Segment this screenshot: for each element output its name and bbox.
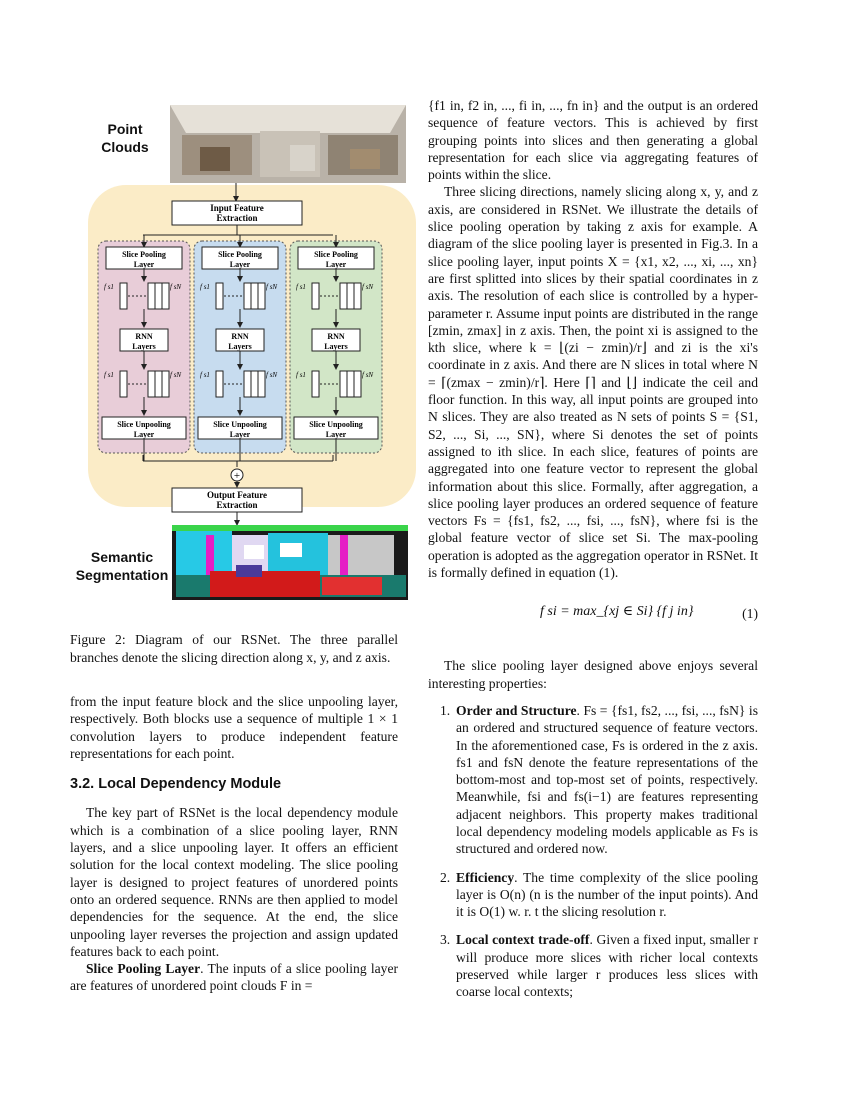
feature-seq-in-f1 bbox=[216, 283, 223, 309]
rnn-box-label: RNN bbox=[135, 332, 153, 341]
point-cloud-image bbox=[170, 105, 406, 183]
feature-seq-in-fn bbox=[148, 283, 155, 309]
feature-seq-out-fn bbox=[354, 371, 361, 397]
slice-unpooling-box-label: Layer bbox=[133, 430, 155, 439]
feature-seq-out-f1 bbox=[312, 371, 319, 397]
left-paragraph-1: from the input feature block and the slice unpooling layer, respectively. Both blocks use a sequence of multiple 1 × 1 convolution layers to produce independent feature representations for each point. bbox=[70, 694, 398, 761]
feature-seq-in-fs1-label: f s1 bbox=[296, 283, 306, 291]
feature-seq-in-f1 bbox=[120, 283, 127, 309]
left-column bbox=[70, 693, 398, 995]
slice-pooling-box-label: Slice Pooling bbox=[314, 250, 358, 259]
feature-seq-in-fn bbox=[251, 283, 258, 309]
feature-seq-out-f1 bbox=[120, 371, 127, 397]
rnn-box-label: Layers bbox=[228, 342, 252, 351]
rnn-box-label: Layers bbox=[132, 342, 156, 351]
section-heading: 3.2. Local Dependency Module bbox=[70, 776, 282, 793]
list-item: 1. Order and Structure. Fs = {fs1, fs2, ..., fsi, ..., fsN} is an ordered and structured sequence of feature vectors. In the aforementioned case, Fs is ordered in the z axis. fs1 and fsN denote the feature representations of the bottom-most and top-most set of points, respectively. Meanwhile, fsi and fs(i−1) are features representing adjacent neighbors. This property makes traditional local dependency modeling models applicable as Fs is structured and ordered now. bbox=[440, 702, 758, 857]
feature-seq-out-f1 bbox=[216, 371, 223, 397]
svg-text:Extraction: Extraction bbox=[216, 500, 258, 510]
svg-text:Output Feature: Output Feature bbox=[206, 490, 268, 500]
feature-seq-out-fs1-label: f s1 bbox=[104, 371, 114, 379]
feature-seq-out-fn bbox=[155, 371, 162, 397]
segmentation-image bbox=[172, 525, 408, 600]
slice-unpooling-box-label: Slice Unpooling bbox=[309, 420, 363, 429]
feature-seq-out-fsN-label: f sN bbox=[362, 371, 374, 379]
input-feature-box bbox=[172, 201, 302, 225]
slice-unpooling-box-label: Slice Unpooling bbox=[117, 420, 171, 429]
rnn-box-label: RNN bbox=[231, 332, 249, 341]
list-text: Fs = {fs1, fs2, ..., fsi, ..., fsN} is an ordered and structured sequence of feature vectors. In the aforementioned case, Fs is ordered in the z axis. fs1 and fsN denote the feature representations of the bottom-most and top-most set of points, respectively. Meanwhile, fsi and fs(i−1) are features representing adjacent neighbors. This property makes traditional local dependency modeling models applicable as Fs is structured and ordered now. bbox=[456, 702, 758, 857]
caption-text: Figure 2: Diagram of our RSNet. The three parallel branches denote the slicing direction along x, y, and z axis. bbox=[70, 632, 398, 665]
branch-contents bbox=[102, 235, 378, 461]
slice-unpooling-box-label: Layer bbox=[325, 430, 347, 439]
feature-seq-in-fsN-label: f sN bbox=[362, 283, 374, 291]
feature-seq-in-fn bbox=[155, 283, 162, 309]
slice-pooling-lead: Slice Pooling Layer bbox=[86, 961, 201, 977]
feature-seq-out-fn bbox=[340, 371, 347, 397]
equation-1 bbox=[428, 601, 758, 643]
right-paragraph-2: Three slicing directions, namely slicing along x, y, and z axis, are considered in RSNet. We illustrate the details of slice pooling operation by taking z axis for example. A diagram of the slice pooling layer is presented in Fig.3. In a slice pooling layer, input points X = {x1, x2, ..., xi, ..., xn} are first splitted into slices by their spatial coordinates in z axis. The resolution of each slice is controlled by a hyper-parameter r. Assume input points are distributed in the range [zmin, zmax] in z axis. Then, the point xi is assigned to the kth slice, where k = ⌊(zi − zmin)/r⌋ and zi is the xi's coordinate in z axis. And there are N slices in total where N = ⌈(zmax − zmin)/r⌉. Here ⌈⌉ and ⌊⌋ indicate the ceil and floor function. In this way, all input points are grouped into N slices. They are also treated as N sets of points S = {S1, S2, ..., Si, ..., SN}, where Si denotes the set of points assigned to ith slice. In each slice, features of points are aggregated into one feature vector to represent the global information about this slice. Formally, after aggregation, a slice pooling layer produces an ordered sequence of feature vectors Fs = {fs1, fs2, ..., fsi, ..., fsN}, where fsi is the global feature vector of slice set Si. The max-pooling operation is adopted as the aggregation operator in RSNet. It is formally defined in equation (1). bbox=[428, 184, 758, 581]
feature-seq-in-fn bbox=[340, 283, 347, 309]
slice-pooling-box-label: Slice Pooling bbox=[122, 250, 166, 259]
feature-seq-in-fn bbox=[258, 283, 265, 309]
plus-sign: + bbox=[233, 470, 241, 482]
list-item: 2. Efficiency. The time complexity of the slice pooling layer is O(n) (n is the number of the input points). And it is O(1) w. r. t the slicing resolution r. bbox=[440, 869, 758, 920]
feature-seq-out-fs1-label: f s1 bbox=[296, 371, 306, 379]
list-title: Efficiency bbox=[456, 869, 515, 885]
list-number: 2. bbox=[440, 869, 451, 885]
list-text: Given a fixed input, smaller r will produce more slices with richer local contexts preserved while larger r produces less slices with coarse local contexts; bbox=[456, 932, 759, 1000]
feature-seq-in-fsN-label: f sN bbox=[170, 283, 182, 291]
svg-text:Extraction: Extraction bbox=[216, 213, 258, 223]
list-item: 3. Local context trade-off. Given a fixed input, smaller r will produce more slices with richer local contexts preserved while larger r produces less slices with coarse local contexts; bbox=[440, 932, 759, 1000]
list-title: Local context trade-off bbox=[456, 932, 590, 948]
feature-seq-out-fs1-label: f s1 bbox=[200, 371, 210, 379]
feature-seq-out-fsN-label: f sN bbox=[170, 371, 182, 379]
rsnet-diagram bbox=[60, 95, 420, 605]
input-label-text: Point Clouds bbox=[101, 121, 149, 155]
properties-list bbox=[428, 702, 758, 1001]
feature-seq-in-fs1-label: f s1 bbox=[104, 283, 114, 291]
feature-seq-out-fn bbox=[162, 371, 169, 397]
right-paragraph-3: The slice pooling layer designed above enjoys several interesting properties: bbox=[428, 658, 758, 691]
feature-seq-out-fn bbox=[244, 371, 251, 397]
rnn-box-label: Layers bbox=[324, 342, 348, 351]
feature-seq-in-fs1-label: f s1 bbox=[200, 283, 210, 291]
feature-seq-out-fn bbox=[347, 371, 354, 397]
feature-seq-out-fn bbox=[258, 371, 265, 397]
feature-seq-out-fn bbox=[251, 371, 258, 397]
rnn-box-label: RNN bbox=[327, 332, 345, 341]
equation-number: (1) bbox=[742, 606, 758, 622]
equation-body: f si = max_{xj ∈ Si} {f j in} bbox=[540, 604, 694, 620]
output-label-text: Semantic Segmentation bbox=[75, 549, 169, 583]
slice-pooling-box-label: Layer bbox=[325, 260, 347, 269]
feature-seq-in-fsN-label: f sN bbox=[266, 283, 278, 291]
list-text: The time complexity of the slice pooling layer is O(n) (n is the number of the input points). And it is O(1) w. r. t the slicing resolution r. bbox=[456, 869, 758, 920]
feature-seq-in-fn bbox=[347, 283, 354, 309]
feature-seq-out-fsN-label: f sN bbox=[266, 371, 278, 379]
slice-pooling-text: . The inputs of a slice pooling layer are features of unordered point clouds F in = bbox=[70, 961, 398, 994]
output-feature-box bbox=[172, 488, 302, 512]
slice-pooling-box-label: Layer bbox=[133, 260, 155, 269]
left-paragraph-3 bbox=[70, 960, 398, 995]
slice-pooling-box-label: Slice Pooling bbox=[218, 250, 262, 259]
slice-unpooling-box-label: Layer bbox=[229, 430, 251, 439]
left-paragraph-2: The key part of RSNet is the local dependency module which is a combination of a slice pooling layer, RNN layers, and a slice unpooling layer. It offers an efficient solution for the local context modeling. The slice pooling layer is designed to project features of unordered points onto an ordered sequence. RNNs are then applied to model dependencies for the sequence. At the end, the slice unpooling layer reverses the projection and assign updated features back to each point. bbox=[70, 805, 398, 959]
feature-seq-in-fn bbox=[162, 283, 169, 309]
feature-seq-in-fn bbox=[354, 283, 361, 309]
slice-pooling-box-label: Layer bbox=[229, 260, 251, 269]
figure-caption bbox=[70, 631, 398, 667]
list-number: 3. bbox=[440, 932, 451, 948]
feature-seq-in-f1 bbox=[312, 283, 319, 309]
feature-seq-out-fn bbox=[148, 371, 155, 397]
right-column bbox=[428, 97, 758, 1012]
svg-text:Input Feature: Input Feature bbox=[210, 203, 264, 213]
list-title: Order and Structure bbox=[456, 702, 577, 718]
slice-unpooling-box-label: Slice Unpooling bbox=[213, 420, 267, 429]
list-number: 1. bbox=[440, 702, 451, 718]
feature-seq-in-fn bbox=[244, 283, 251, 309]
right-paragraph-1: {f1 in, f2 in, ..., fi in, ..., fn in} and the output is an ordered sequence of feature vectors. This is achieved by first grouping points into slices and then generating a global representation for each slice via aggregating features of points within the slice. bbox=[428, 98, 758, 183]
